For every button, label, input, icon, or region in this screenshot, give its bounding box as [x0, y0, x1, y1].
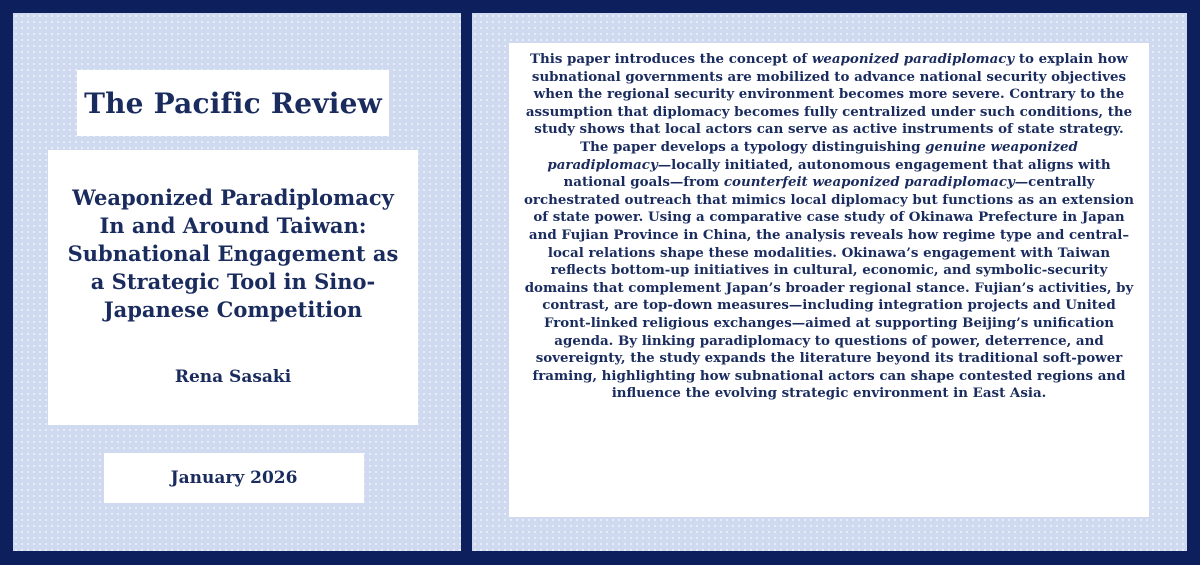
journal-name-box	[77, 70, 389, 136]
abstract-text-part: to explain how subnational governments are mobilized to advance national security objectives when the regional security environment becomes more severe. Contrary to the assumption that diplomacy becomes fully centralized under such conditions, the study shows that local actors can serve as active instruments of state strategy. The paper develops a typology distinguishing	[525, 51, 1133, 155]
abstract-text-part: —centrally orchestrated outreach that mimics local diplomacy but functions as an extension of state power. Using a comparative case study of Okinawa Prefecture in Japan and Fujian Province in China, the analysis reveals how regime type and central–local relations shape these modalities. Okinawa’s engagement with Taiwan reflects bottom-up initiatives in cultural, economic, and symbolic-security domains that complement Japan’s broader regional stance. Fujian’s activities, by contrast, are top-down measures—including integration projects and United Front-linked religious exchanges—aimed at supporting Beijing’s unification agenda. By linking paradiplomacy to questions of power, deterrence, and sovereignty, the study expands the literature beyond its traditional soft-power framing, highlighting how subnational actors can shape contested regions and influence the evolving strategic environment in East Asia.	[523, 174, 1135, 402]
cover-panel	[13, 13, 461, 551]
date-box	[104, 453, 364, 503]
abstract-emphasis: genuine weaponized paradiplomacy	[547, 138, 1078, 173]
publication-date: January 2026	[170, 468, 298, 488]
article-title: Weaponized Paradiplomacy In and Around Taiwan: Subnational Engagement as a Strategic Tool in Sino-Japanese Competition	[67, 185, 399, 322]
title-card	[48, 150, 418, 425]
abstract-emphasis: counterfeit weaponized paradiplomacy	[723, 174, 1015, 191]
abstract-box	[509, 43, 1149, 517]
abstract-emphasis: weaponized paradiplomacy	[811, 51, 1015, 67]
author-name: Rena Sasaki	[174, 367, 292, 387]
abstract-text	[523, 51, 1135, 403]
journal-name: The Pacific Review	[84, 86, 382, 120]
abstract-text-part: —locally initiated, autonomous engagement that aligns with national goals—from	[563, 156, 1111, 191]
abstract-text-part: This paper introduces the concept of	[530, 51, 812, 67]
abstract-panel	[472, 13, 1187, 551]
